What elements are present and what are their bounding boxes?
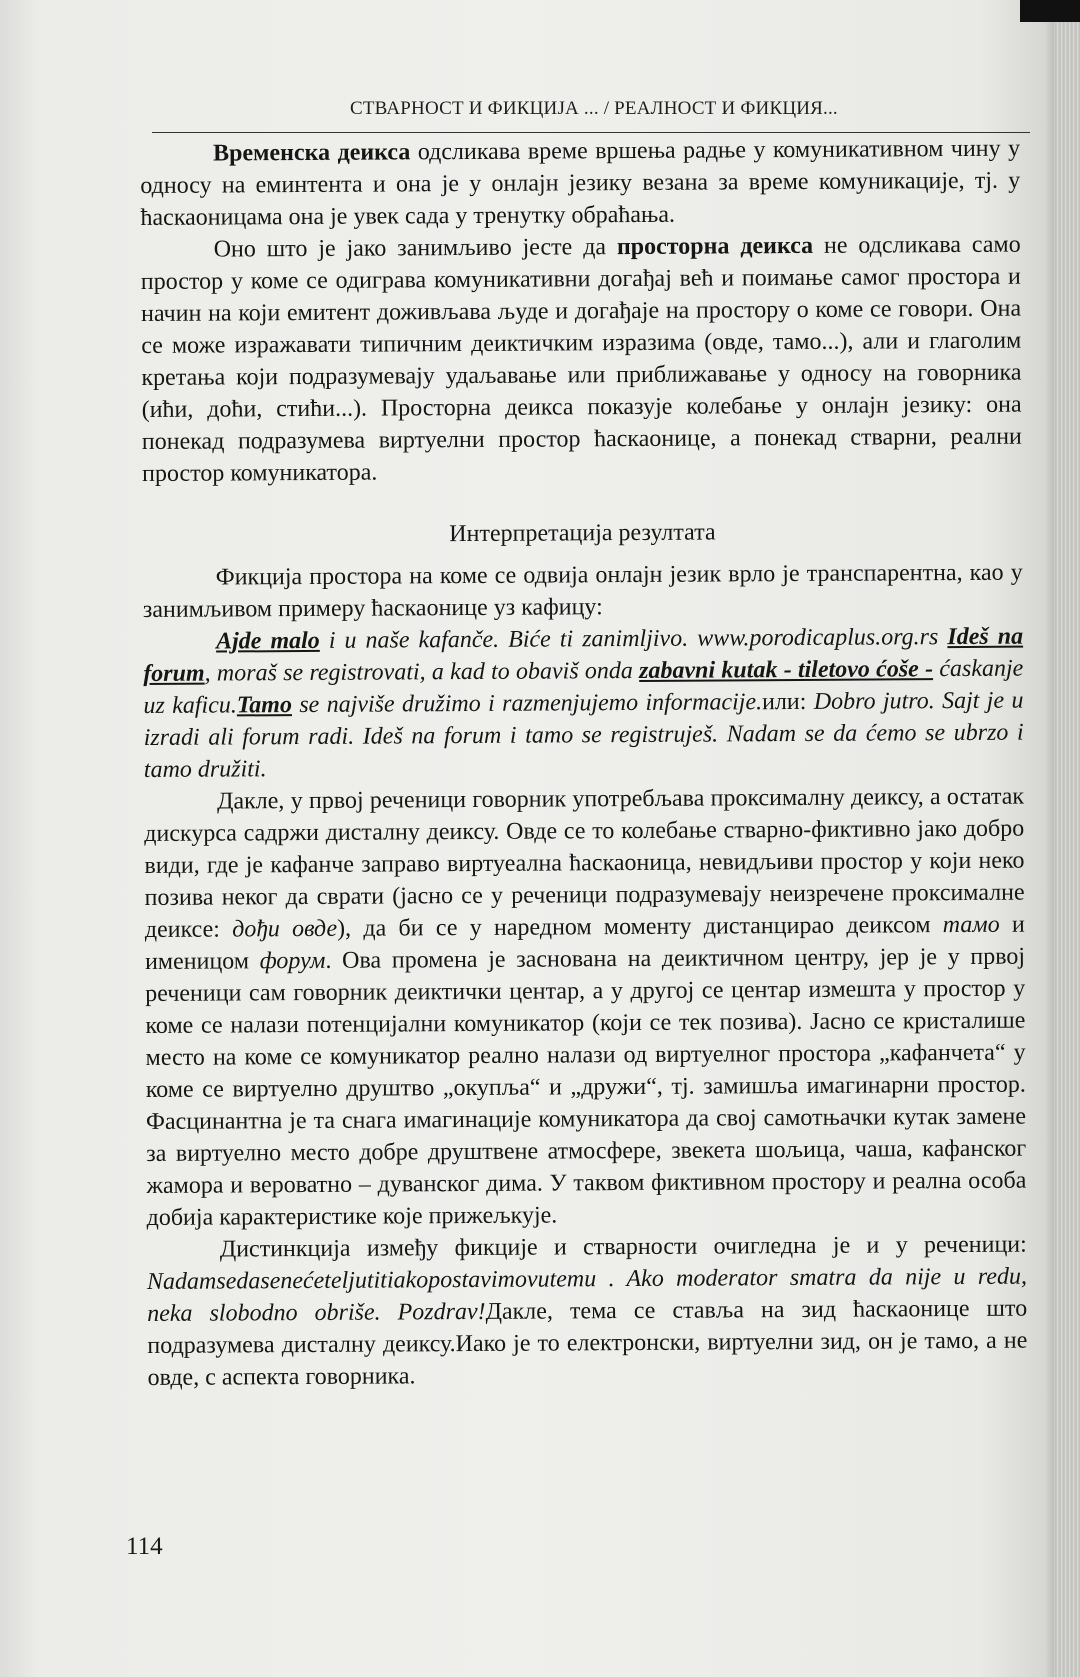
running-header: СТВАРНОСТ И ФИКЦИЈА ... / РЕАЛНОСТ И ФИКЦИЯ... [350,98,838,119]
paragraph-text: одсликава време вршења радње у комуникативном чину у односу на еминтента и она је у онлајн језику везана за време комуникације, тј. у ћаскаоницама она је увек сада у тренутку обраћања. [140,135,1021,231]
paragraph-text: Оно што је јако занимљиво јесте да [213,234,618,263]
paragraph-text: . Ова промена је заснована на деиктичном центру, јер је у првој реченици сам говорник деиктички центар, а у другој се центар измешта у простор у коме се налази потенцијални комуникатор (који се тек позива). Јасно се кристалише место на коме се комуникатор реално налази од виртуелног простора „кафанчета“ у коме се виртуелно друштво „окупља“ и „дружи“, тј. замишља имагинарни простор. Фасцинантна је та снага имагинације комуникатора да свој самотњачки кутак замене за виртуелно место добре друштвене атмосфере, звекета шољица, чаша, кафанског жамора и вероватно – дуванског дима. У таквом фиктивном простору и реална особа добија карактеристике које прижељкује. [145,943,1027,1231]
quote-link-ajde-malo: Ajde malo [215,627,320,655]
italic-term: тамо [942,911,1000,939]
quote-conjunction: или: [761,688,807,716]
paragraph-distinction [147,1229,1028,1394]
page-stack-edge [1054,0,1080,1677]
page-number: 114 [126,1533,163,1560]
paragraph-temporal-deixis [140,133,1021,234]
paragraph-fiction-space: Фикција простора на коме се одвија онлајн језик врло је транспарентна, као у занимљивом примеру ћаскаонице уз кафицу: [142,559,1023,623]
paragraph-text: не одсликава само простор у коме се одиграва комуникативни догађај већ и поимање самог простора и начин на који емитент доживљава људе и догађаје на простору о коме се говори. Она се може изражавати типичним деиктичким изразима (овде, тамо...), али и глаголим кретања који подразумевају удаљавање или приближавање у односу на говорника (ићи, доћи, стићи...). Просторна деикса показује колебање у онлајн језику: она понекад подразумева виртуелни простор ћаскаонице, а понекад стварни, реални простор комуникатора. [140,231,1022,487]
term-temporal-deixis: Временска деикса [213,139,411,167]
quote-link-ides-na-forum: Ideš na forum [143,623,1024,687]
quote-text: i u naše kafanče. Biće ti zanimljivo. www.porodicaplus.org.rs [319,624,948,654]
term-spatial-deixis: просторна деикса [616,232,814,261]
quote-link-tamo: Tamo [236,692,293,719]
paragraph-text: ), да би се у наредном моменту дистанцирао деиксом [337,912,943,942]
quote-text: Dobro jutro. Sajt je u izradi ali forum radi. Ideš na forum i tamo se registruješ. Nadam se da ćemo se ubrzo i tamo družiti. [143,687,1024,783]
quote-text: , moraš se registrovati, a kad to obaviš onda [204,657,640,687]
scan-corner [1020,0,1080,22]
body-text [140,133,1028,1394]
quote-example [143,621,1024,786]
italic-term: дођи овде [232,915,338,943]
quote-text: ćaskanje uz kaficu. [143,655,1024,719]
paragraph-analysis [144,781,1027,1234]
paragraph-text: Дистинкција између фикције и стварности очигледна је и у реченици: [219,1231,1027,1263]
italic-example: Nadamsedasenećeteljutitiakopostavimovutemu . Ako moderator smatra da nije u redu, neka slobodno obriše. Pozdrav! [146,1263,1028,1327]
paragraph-text: Дакле, у првој реченици говорник употребљава проксималну деиксу, а остатак дискурса садржи дисталну деиксу. Овде се то колебање стварно-фиктивно јако добро види, где је кафанче заправо виртуеална ћаскаоница, невидљиви простор у који неко позива неког да сврати (јасно се у реченици подразумевају неизречене проксималне деиксе: [144,783,1025,943]
quote-link-zabavni-kutak: zabavni kutak - tiletovo ćoše - [639,656,934,684]
paragraph-text: Дакле, тема се ставља на зид ћаскаонице што подразумева дисталну деиксу.Иако је то електронски, виртуелни зид, он је тамо, а не овде, с аспекта говорника. [147,1295,1028,1391]
paragraph-spatial-deixis [141,229,1023,490]
italic-term: форум [259,947,326,975]
paragraph-text: и именицом [144,911,1025,975]
quote-text: se najviše družimo i razmenjujemo informacije. [291,689,763,719]
section-heading: Интерпретација резултата [449,519,716,548]
